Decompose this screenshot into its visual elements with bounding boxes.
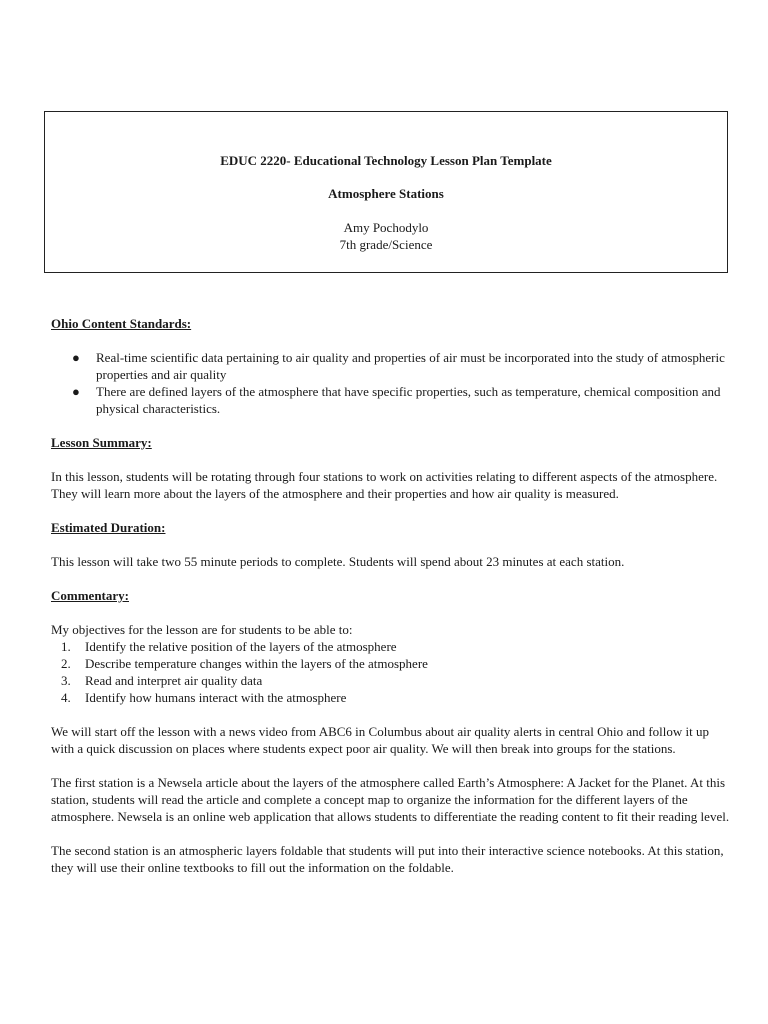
commentary-paragraph: The second station is an atmospheric layers foldable that students will put into their interactive science notebooks. At this station, they will use their online textbooks to fill out the information on the foldable. [51, 843, 724, 875]
objectives-list [51, 638, 731, 706]
title-box [44, 111, 728, 273]
list-item [51, 383, 731, 417]
list-item [51, 672, 731, 689]
list-item [51, 689, 731, 706]
objective-text: Identify how humans interact with the atmosphere [85, 690, 347, 705]
objective-text: Describe temperature changes within the layers of the atmosphere [85, 656, 428, 671]
course-title: EDUC 2220- Educational Technology Lesson Plan Template [220, 153, 552, 168]
summary-text: In this lesson, students will be rotating through four stations to work on activities relating to different aspects of the atmosphere. They will learn more about the layers of the atmosphere and their properties and how air quality is measured. [51, 469, 718, 501]
duration-heading: Estimated Duration: [51, 520, 166, 535]
bullet-icon: ● [72, 350, 80, 365]
list-item [51, 349, 731, 383]
objectives-intro: My objectives for the lesson are for students to be able to: [51, 622, 353, 637]
summary-heading: Lesson Summary: [51, 435, 152, 450]
list-number: 2. [61, 656, 71, 671]
author-name: Amy Pochodylo [343, 220, 429, 235]
objective-text: Read and interpret air quality data [85, 673, 263, 688]
list-number: 1. [61, 639, 71, 654]
duration-text: This lesson will take two 55 minute periods to complete. Students will spend about 23 minutes at each station. [51, 554, 625, 569]
standards-heading: Ohio Content Standards: [51, 316, 192, 331]
lesson-plan-body [51, 315, 731, 893]
list-number: 3. [61, 673, 71, 688]
bullet-icon: ● [72, 384, 80, 399]
commentary-paragraph: The first station is a Newsela article about the layers of the atmosphere called Earth’s Atmosphere: A Jacket for the Planet. At this station, students will read the article and complete a concept map to organize the information for the different layers of the atmosphere. Newsela is an online web application that allows students to differentiate the reading content to fit their reading level. [51, 775, 730, 824]
objective-text: Identify the relative position of the layers of the atmosphere [85, 639, 397, 654]
list-item [51, 655, 731, 672]
commentary-heading: Commentary: [51, 588, 129, 603]
list-number: 4. [61, 690, 71, 705]
grade-subject: 7th grade/Science [339, 237, 433, 252]
commentary-paragraph: We will start off the lesson with a news video from ABC6 in Columbus about air quality alerts in central Ohio and follow it up with a quick discussion on places where students expect poor air quality. We will then break into groups for the stations. [51, 724, 709, 756]
list-item [51, 638, 731, 655]
standard-text: There are defined layers of the atmosphere that have specific properties, such as temperature, chemical composition and physical characteristics. [96, 384, 721, 416]
standard-text: Real-time scientific data pertaining to air quality and properties of air must be incorporated into the study of atmospheric properties and air quality [96, 350, 725, 382]
standards-list [51, 349, 731, 417]
lesson-title: Atmosphere Stations [328, 186, 444, 201]
